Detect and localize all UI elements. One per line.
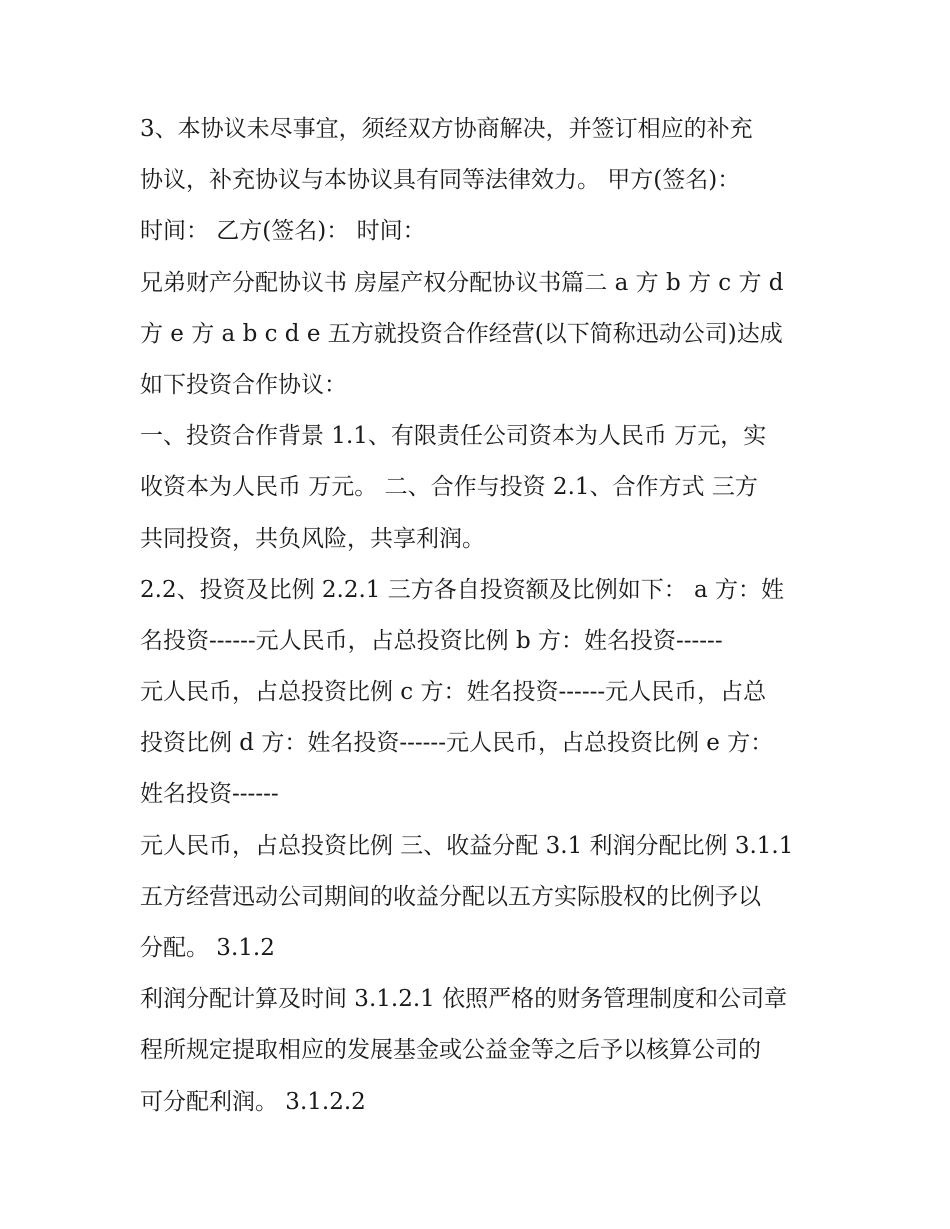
- text-line: 程所规定提取相应的发展基金或公益金等之后予以核算公司的: [140, 1037, 761, 1064]
- text-line: 利润分配计算及时间 3.1.2.1 依照严格的财务管理制度和公司章: [140, 986, 788, 1013]
- text-line: 3、本协议未尽事宜，须经双方协商解决，并签订相应的补充: [140, 116, 753, 142]
- text-line: 收资本为人民币 万元。 二、合作与投资 2.1、合作方式 三方: [140, 474, 758, 501]
- text-line: 投资比例 d 方：姓名投资------元人民币，占总投资比例 e 方：: [140, 730, 774, 757]
- text-line: 姓名投资------: [140, 781, 279, 808]
- text-line: 五方经营迅动公司期间的收益分配以五方实际股权的比例予以: [140, 883, 761, 910]
- text-line: 协议，补充协议与本协议具有同等法律效力。 甲方(签名)：: [140, 167, 741, 194]
- text-line: 2.2、投资及比例 2.2.1 三方各自投资额及比例如下： a 方：姓: [140, 576, 785, 603]
- text-line: 元人民币，占总投资比例 三、收益分配 3.1 利润分配比例 3.1.1: [140, 832, 794, 859]
- text-line: 可分配利润。 3.1.2.2: [140, 1088, 366, 1115]
- text-line: 时间： 乙方(签名)： 时间：: [140, 218, 426, 245]
- text-line: 分配。 3.1.2: [140, 935, 275, 961]
- text-line: 元人民币，占总投资比例 c 方：姓名投资------元人民币，占总: [140, 679, 767, 706]
- text-line: 如下投资合作协议：: [140, 371, 347, 398]
- text-line: 共同投资，共负风险，共享利润。: [140, 525, 485, 552]
- document-body: [140, 104, 830, 1128]
- text-line: 名投资------元人民币，占总投资比例 b 方：姓名投资------: [140, 627, 723, 654]
- text-line: 方 e 方 a b c d e 五方就投资合作经营(以下简称迅动公司)达成: [140, 320, 783, 347]
- text-line: 兄弟财产分配协议书 房屋产权分配协议书篇二 a 方 b 方 c 方 d: [140, 269, 784, 296]
- text-line: 一、投资合作背景 1.1、有限责任公司资本为人民币 万元，实: [140, 423, 767, 450]
